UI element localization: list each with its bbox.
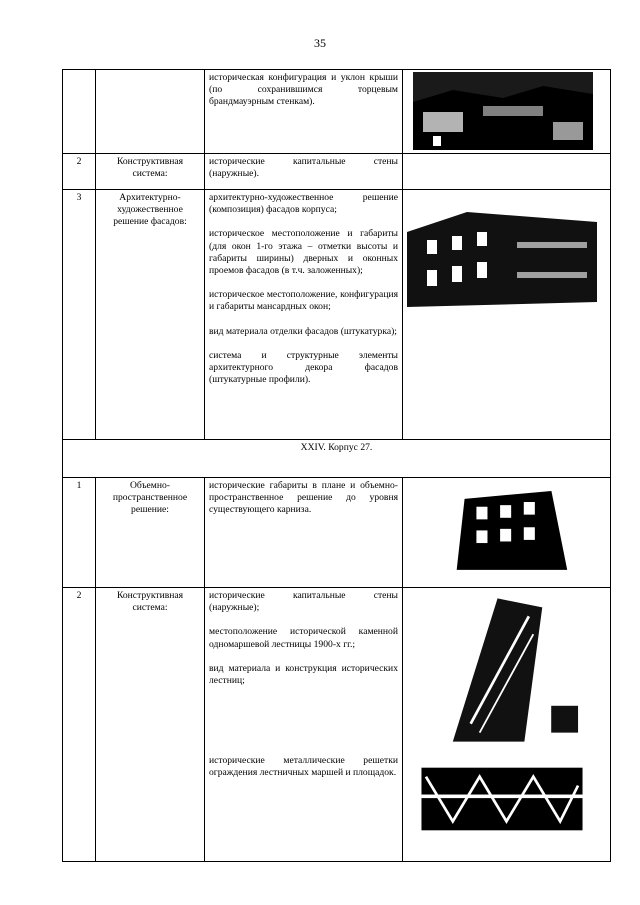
row-element: Конструктивная система: (96, 154, 205, 190)
description-paragraph: исторические габариты в плане и объемно-пространственное решение до уровня существующего карниза. (209, 480, 398, 516)
description-paragraph: историческая конфигурация и уклон крыши (по сохранившимся торцевым брандмауэрным стенкам). (209, 72, 398, 108)
row-description (205, 70, 403, 154)
table-row (63, 70, 611, 154)
table-row (63, 154, 611, 190)
description-paragraph: исторические капитальные стены (наружные); (209, 590, 398, 614)
building-photo (433, 480, 583, 584)
row-description (205, 478, 403, 588)
description-paragraph: архитектурно-художественное решение (композиция) фасадов корпуса; (209, 192, 398, 216)
description-paragraph: исторические капитальные стены (наружные). (209, 156, 398, 180)
row-number: 1 (63, 478, 96, 588)
roof-photo (413, 72, 593, 150)
photo-cell (403, 154, 611, 190)
protected-elements-table (62, 69, 611, 862)
page-number: 35 (314, 36, 326, 50)
row-element: Конструктивная система: (96, 588, 205, 862)
row-description (205, 190, 403, 440)
photo-cell (403, 588, 611, 862)
photo-cell (403, 190, 611, 440)
row-element: Объемно-пространственное решение: (96, 478, 205, 588)
photo-cell (403, 70, 611, 154)
row-description (205, 588, 403, 862)
photo-cell (403, 478, 611, 588)
facade-photo (407, 192, 597, 312)
description-paragraph: историческое местоположение, конфигурация и габариты мансардных окон; (209, 289, 398, 313)
description-paragraph: вид материала отделки фасадов (штукатурка); (209, 325, 397, 337)
row-element: Архитектурно-художественное решение фасадов: (96, 190, 205, 440)
description-paragraph: вид материала и конструкция исторических лестниц; (209, 662, 398, 687)
section-row (63, 440, 611, 478)
row-description (205, 154, 403, 190)
staircase-photo (417, 590, 587, 750)
description-paragraph: местоположение исторической каменной одномаршевой лестницы 1900-х гг.; (209, 626, 398, 650)
row-number: 3 (63, 190, 96, 440)
table-row (63, 588, 611, 862)
table-row (63, 190, 611, 440)
description-paragraph: исторические металлические решетки ограждения лестничных маршей и площадок. (209, 755, 398, 779)
row-number: 2 (63, 588, 96, 862)
description-paragraph: историческое местоположение и габариты (для окон 1-го этажа – отметки высоты и габариты ширины) дверных и оконных проемов фасадов (в т.ч. заложенных); (209, 228, 398, 277)
row-number: 2 (63, 154, 96, 190)
row-element (96, 70, 205, 154)
table-row (63, 478, 611, 588)
section-title: XXIV. Корпус 27. (63, 440, 611, 478)
row-number (63, 70, 96, 154)
description-paragraph: система и структурные элементы архитектурного декора фасадов (штукатурные профили). (209, 349, 398, 386)
railing-photo (417, 754, 587, 844)
